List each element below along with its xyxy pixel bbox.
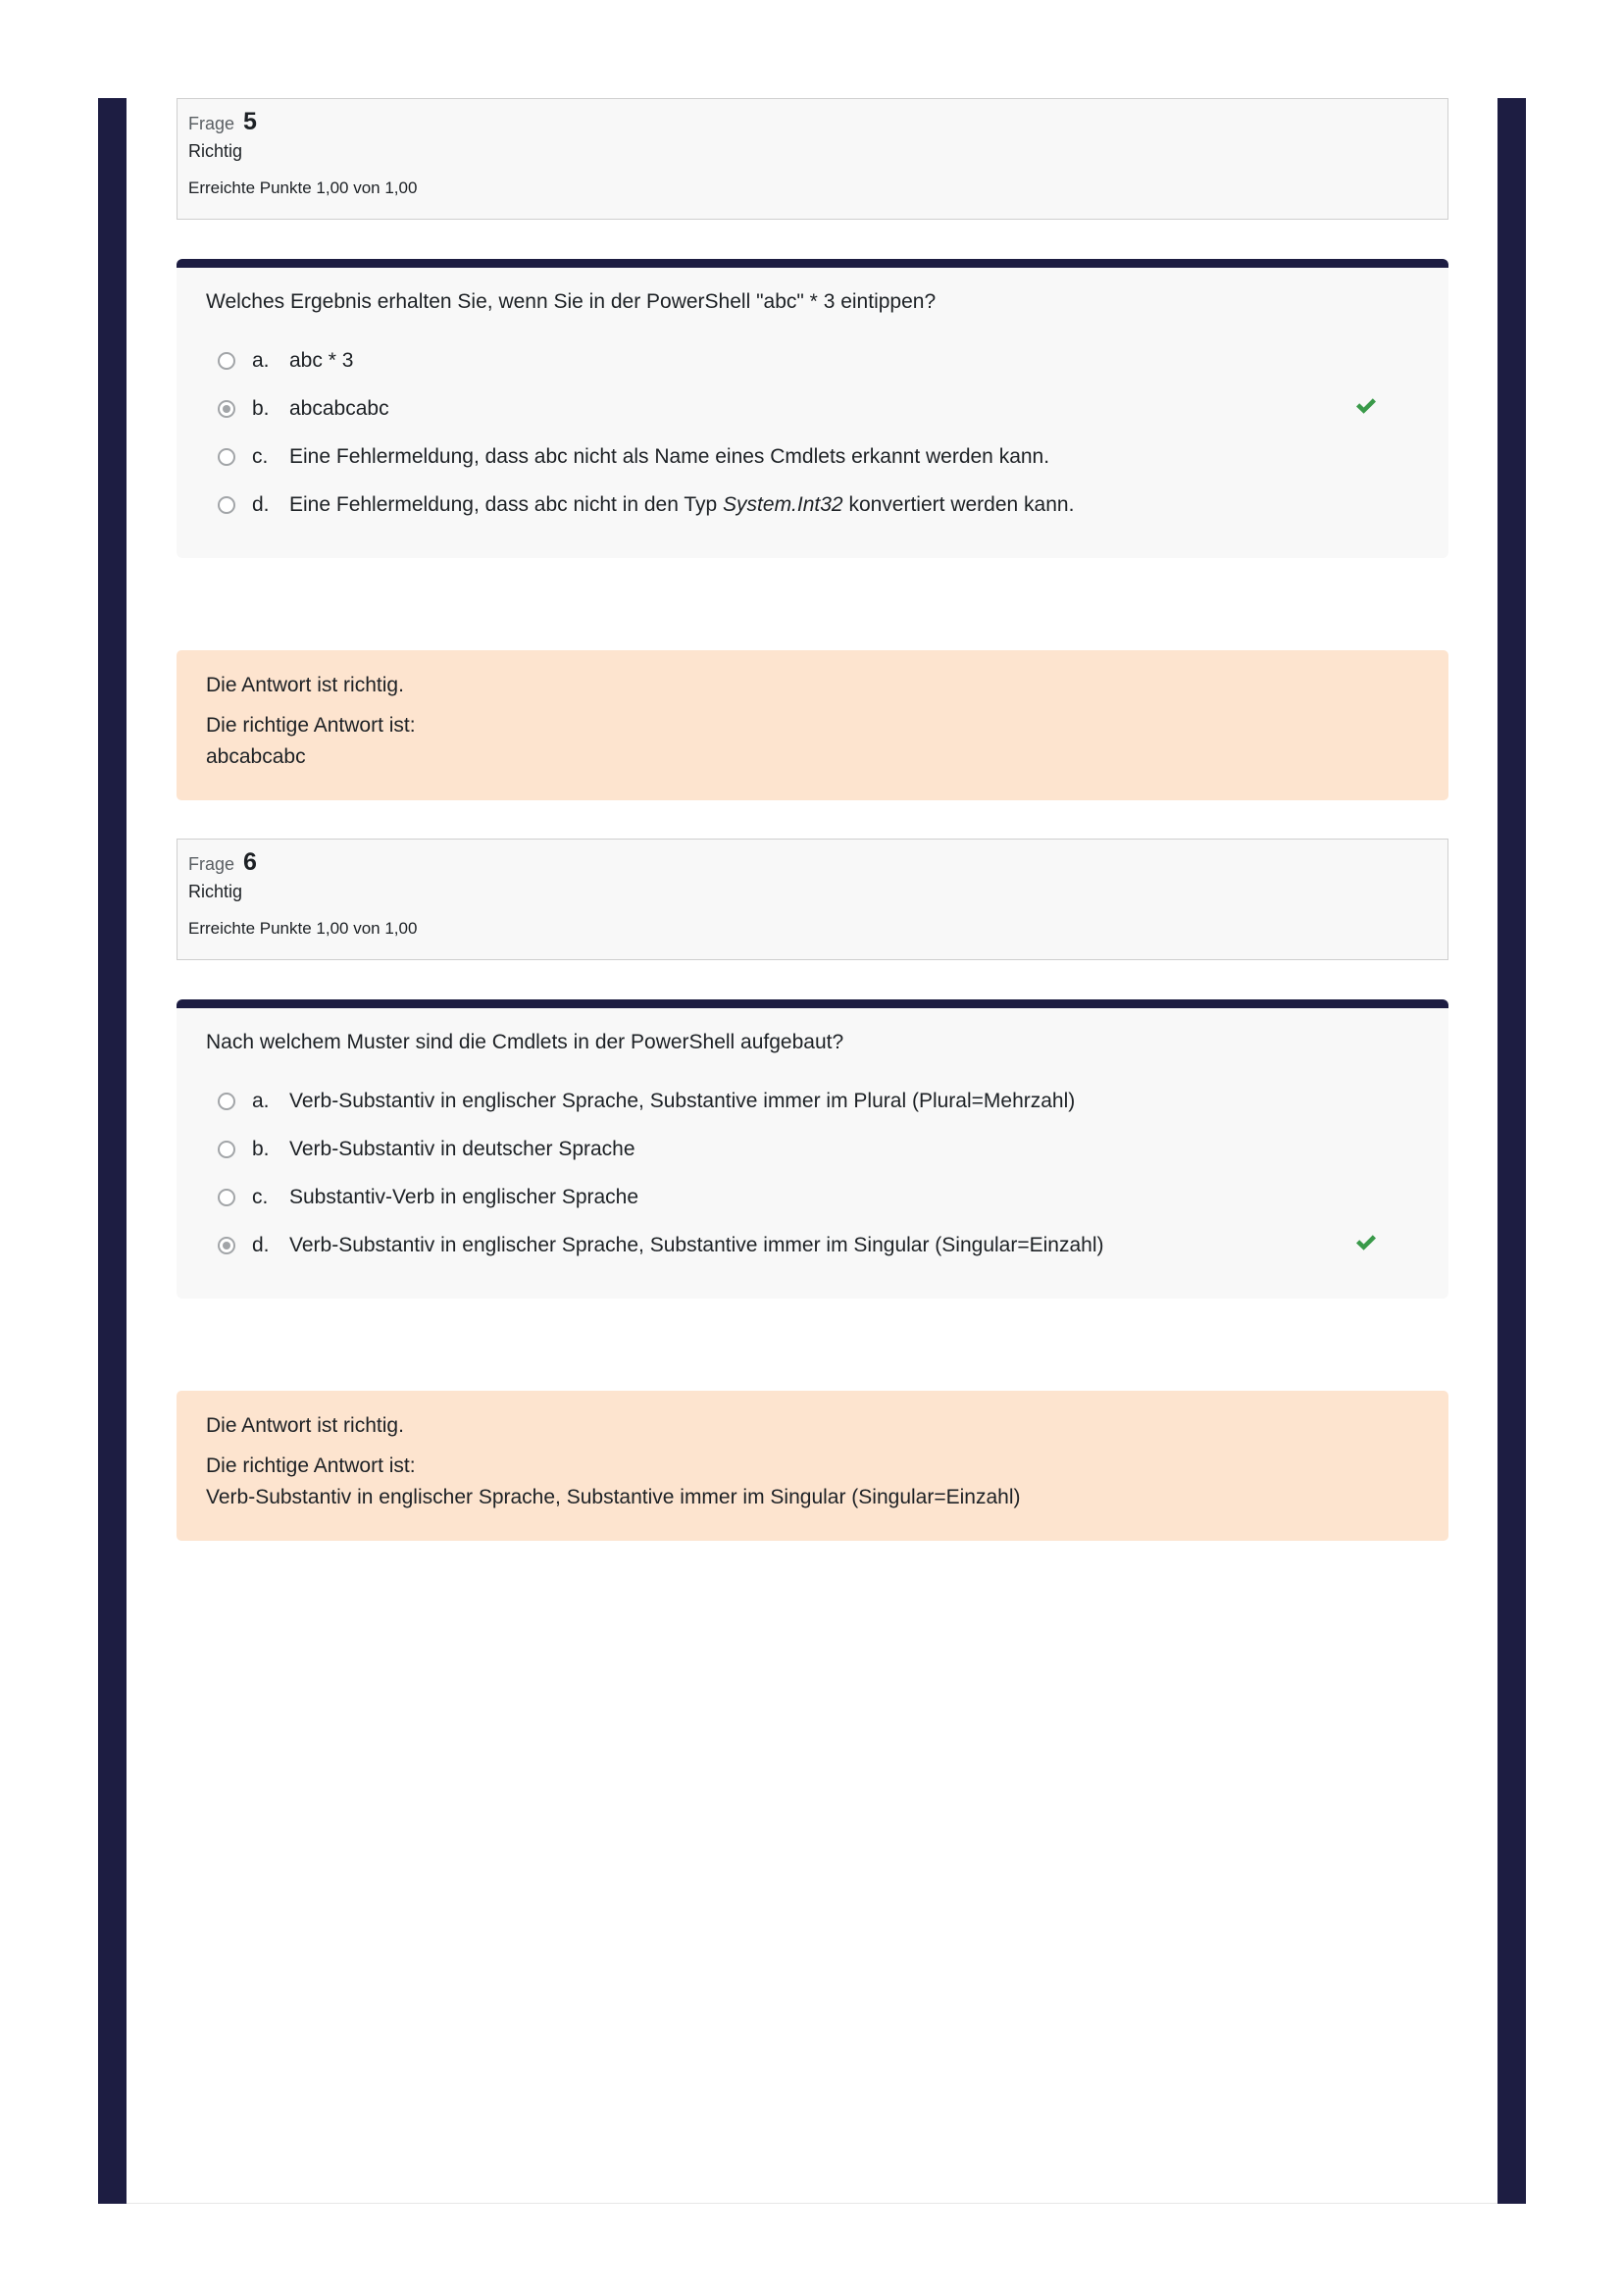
question-number: 5 bbox=[243, 108, 257, 135]
question-6-feedback bbox=[177, 1391, 1448, 1541]
answer-option-c[interactable] bbox=[206, 433, 1419, 481]
question-title bbox=[188, 109, 1437, 134]
answer-text bbox=[289, 493, 1074, 517]
feedback-state: Die Antwort ist richtig. bbox=[206, 674, 404, 696]
question-text: Welches Ergebnis erhalten Sie, wenn Sie in der PowerShell "abc" * 3 eintippen? bbox=[206, 290, 937, 313]
question-5-feedback bbox=[177, 650, 1448, 800]
answer-letter: d. bbox=[252, 1233, 270, 1256]
answer-text-before: Eine Fehlermeldung, dass abc nicht in den Typ bbox=[289, 492, 724, 516]
answer-text: abc * 3 bbox=[289, 348, 354, 372]
question-grade: Erreichte Punkte 1,00 von 1,00 bbox=[188, 919, 418, 938]
radio-icon[interactable] bbox=[218, 496, 235, 514]
radio-icon[interactable] bbox=[218, 448, 235, 466]
right-answer-label: Die richtige Antwort ist: bbox=[206, 1454, 416, 1477]
right-answer: abcabcabc bbox=[206, 745, 306, 768]
answer-letter: a. bbox=[252, 348, 270, 372]
answer-text: Verb-Substantiv in englischer Sprache, Substantive immer im Singular (Singular=Einzahl) bbox=[289, 1233, 1104, 1256]
answer-option-d[interactable] bbox=[206, 1221, 1419, 1269]
question-title bbox=[188, 849, 1437, 875]
radio-icon[interactable] bbox=[218, 1189, 235, 1206]
radio-icon[interactable] bbox=[218, 1093, 235, 1110]
check-icon bbox=[1354, 1231, 1378, 1254]
answer-option-b[interactable] bbox=[206, 1125, 1419, 1173]
answer-option-c[interactable] bbox=[206, 1173, 1419, 1221]
question-state: Richtig bbox=[188, 882, 243, 901]
radio-icon[interactable] bbox=[218, 1141, 235, 1158]
radio-checked-icon[interactable] bbox=[218, 400, 235, 418]
answer-letter: c. bbox=[252, 1185, 269, 1208]
question-5-formulation bbox=[177, 259, 1448, 558]
answer-option-a[interactable] bbox=[206, 1077, 1419, 1125]
right-answer-label: Die richtige Antwort ist: bbox=[206, 714, 416, 737]
answer-text: abcabcabc bbox=[289, 396, 389, 420]
answer-letter: b. bbox=[252, 396, 270, 420]
question-6-info bbox=[177, 839, 1448, 960]
right-answer: Verb-Substantiv in englischer Sprache, Substantive immer im Singular (Singular=Einzahl) bbox=[206, 1486, 1021, 1508]
question-label: Frage bbox=[188, 854, 235, 874]
answer-option-d[interactable] bbox=[206, 481, 1419, 529]
right-page-border bbox=[1497, 98, 1526, 2204]
question-5-info bbox=[177, 98, 1448, 220]
page-bottom-divider bbox=[127, 2203, 1497, 2204]
left-page-border bbox=[98, 98, 127, 2204]
question-6-formulation bbox=[177, 999, 1448, 1299]
answer-text: Eine Fehlermeldung, dass abc nicht als Name eines Cmdlets erkannt werden kann. bbox=[289, 444, 1050, 468]
answer-list bbox=[206, 336, 1419, 529]
answer-letter: d. bbox=[252, 492, 270, 516]
answer-text-type: System.Int32 bbox=[723, 492, 843, 516]
feedback-state: Die Antwort ist richtig. bbox=[206, 1414, 404, 1437]
check-icon bbox=[1354, 394, 1378, 418]
answer-text: Verb-Substantiv in englischer Sprache, Substantive immer im Plural (Plural=Mehrzahl) bbox=[289, 1089, 1076, 1112]
question-state: Richtig bbox=[188, 141, 243, 161]
answer-option-a[interactable] bbox=[206, 336, 1419, 384]
answer-letter: c. bbox=[252, 444, 269, 468]
question-text: Nach welchem Muster sind die Cmdlets in der PowerShell aufgebaut? bbox=[206, 1031, 844, 1053]
question-number: 6 bbox=[243, 848, 257, 876]
question-grade: Erreichte Punkte 1,00 von 1,00 bbox=[188, 178, 418, 197]
answer-letter: a. bbox=[252, 1089, 270, 1112]
answer-letter: b. bbox=[252, 1137, 270, 1160]
answer-text: Verb-Substantiv in deutscher Sprache bbox=[289, 1137, 635, 1160]
answer-text: Substantiv-Verb in englischer Sprache bbox=[289, 1185, 639, 1208]
radio-icon[interactable] bbox=[218, 352, 235, 370]
radio-checked-icon[interactable] bbox=[218, 1237, 235, 1254]
answer-option-b[interactable] bbox=[206, 384, 1419, 433]
answer-text-after: konvertiert werden kann. bbox=[842, 492, 1075, 516]
answer-list bbox=[206, 1077, 1419, 1269]
question-label: Frage bbox=[188, 114, 235, 133]
